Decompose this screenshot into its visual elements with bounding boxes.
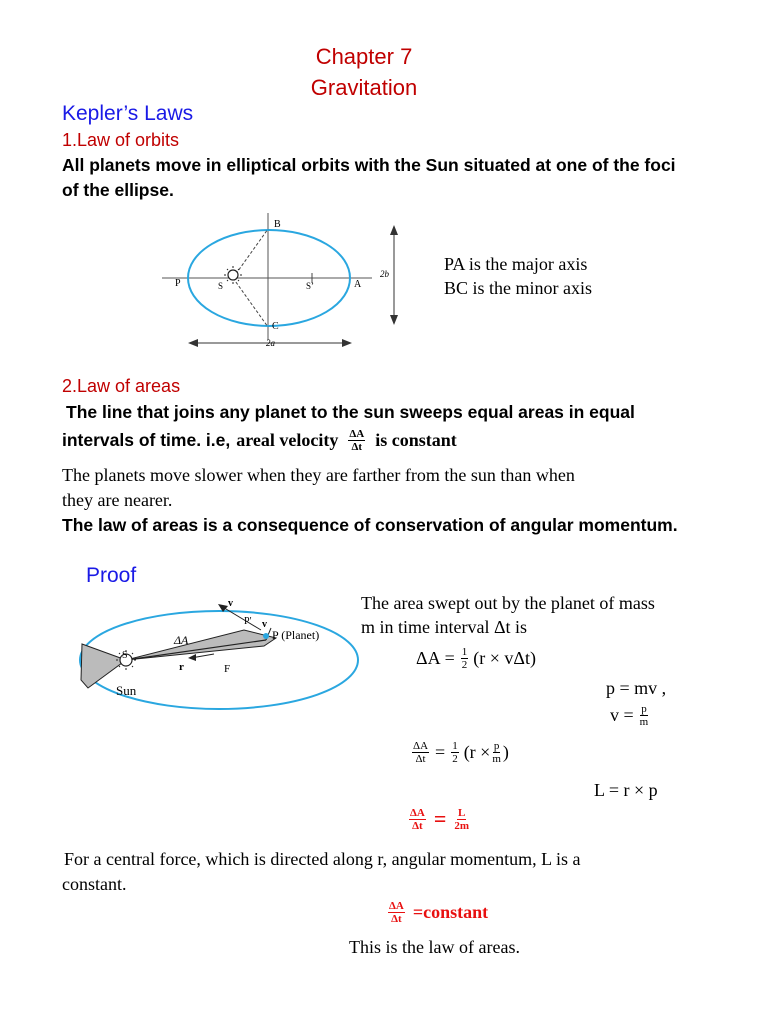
statement-prefix: intervals of time. i.e, bbox=[62, 430, 231, 450]
keplers-laws-heading: Kepler’s Laws bbox=[62, 102, 194, 125]
is-constant-label: is constant bbox=[375, 430, 457, 450]
velocity-arrow-top bbox=[221, 606, 261, 630]
central-force-line1: For a central force, which is directed along r, angular momentum, L is a bbox=[64, 849, 581, 869]
equation-area-rate: $\frac{\Delta A}{\Delta t}$ = $\frac{1}{2}$ (r × $\frac{p}{m}$ ) bbox=[413, 740, 509, 765]
delta-a-label: ΔA bbox=[174, 633, 189, 647]
point-a-label: A bbox=[354, 279, 362, 290]
law-of-orbits-statement-line2: of the ellipse. bbox=[62, 180, 174, 200]
p-prime-label: P′ bbox=[244, 616, 252, 627]
areal-velocity-fraction: $\frac{\Delta A}{\Delta t}$ bbox=[349, 428, 365, 453]
areal-velocity-label: areal velocity bbox=[236, 430, 339, 450]
focus-to-c-dashed bbox=[233, 278, 268, 327]
sun-label: Sun bbox=[116, 683, 137, 698]
equation-angular-momentum: L = r × p bbox=[594, 780, 658, 800]
proof-heading: Proof bbox=[86, 564, 137, 587]
law-of-areas-statement-line2 bbox=[62, 428, 457, 453]
major-axis-note: PA is the major axis bbox=[444, 254, 588, 274]
proof-orbit-diagram bbox=[76, 592, 366, 712]
equation-areal-velocity-red: $\frac{\Delta A}{\Delta t}$ = $\frac{L}{2m}$ bbox=[410, 806, 470, 832]
chapter-number: Chapter 7 bbox=[315, 44, 413, 69]
sun-s-label: S bbox=[122, 650, 128, 661]
law-of-areas-consequence: The law of areas is a consequence of conservation of angular momentum. bbox=[62, 515, 678, 535]
equation-area-element: ΔA = $\frac{1}{2}$ (r × vΔt) bbox=[416, 646, 536, 671]
r-label: r bbox=[179, 661, 184, 673]
chapter-title: Gravitation bbox=[310, 75, 418, 100]
focus-s-label: S bbox=[218, 281, 224, 291]
f-label: F bbox=[224, 663, 231, 675]
focus-to-b-dashed bbox=[233, 229, 268, 278]
law-of-orbits-statement-line1: All planets move in elliptical orbits with the Sun situated at one of the foci bbox=[62, 155, 676, 175]
equation-momentum: p = mv , bbox=[606, 678, 667, 698]
point-b-label: B bbox=[274, 219, 281, 230]
two-a-label: 2a bbox=[266, 338, 275, 348]
conclusion-text: This is the law of areas. bbox=[349, 937, 520, 957]
minor-axis-note: BC is the minor axis bbox=[444, 278, 592, 298]
equation-velocity: v = $\frac{p}{m}$ bbox=[610, 703, 649, 728]
law-of-areas-statement-line1: The line that joins any planet to the sun sweeps equal areas in equal bbox=[66, 402, 635, 422]
law-of-orbits-heading: 1.Law of orbits bbox=[62, 130, 180, 150]
planet-p-dot bbox=[263, 633, 269, 639]
planet-label: P (Planet) bbox=[272, 628, 320, 642]
point-c-label: C bbox=[272, 321, 279, 332]
swept-area-right bbox=[126, 630, 276, 660]
planets-slower-line1: The planets move slower when they are farther from the sun than when bbox=[62, 465, 575, 485]
point-p-label: P bbox=[175, 278, 181, 289]
ellipse-orbit-diagram bbox=[150, 205, 410, 355]
velocity-top-label: v bbox=[228, 598, 233, 609]
proof-intro-line1: The area swept out by the planet of mass bbox=[361, 593, 655, 613]
proof-intro-line2: m in time interval Δt is bbox=[361, 617, 528, 637]
law-of-areas-heading: 2.Law of areas bbox=[62, 376, 181, 396]
areal-velocity-constant: $\frac{\Delta A}{\Delta t}$ =constant bbox=[389, 900, 489, 925]
velocity-right-label: v bbox=[262, 619, 267, 630]
focus-s-prime-label: S’ bbox=[306, 281, 315, 291]
two-b-label: 2b bbox=[380, 269, 389, 279]
central-force-line2: constant. bbox=[62, 874, 127, 894]
swept-area-left bbox=[81, 644, 126, 688]
planets-slower-line2: they are nearer. bbox=[62, 490, 173, 510]
